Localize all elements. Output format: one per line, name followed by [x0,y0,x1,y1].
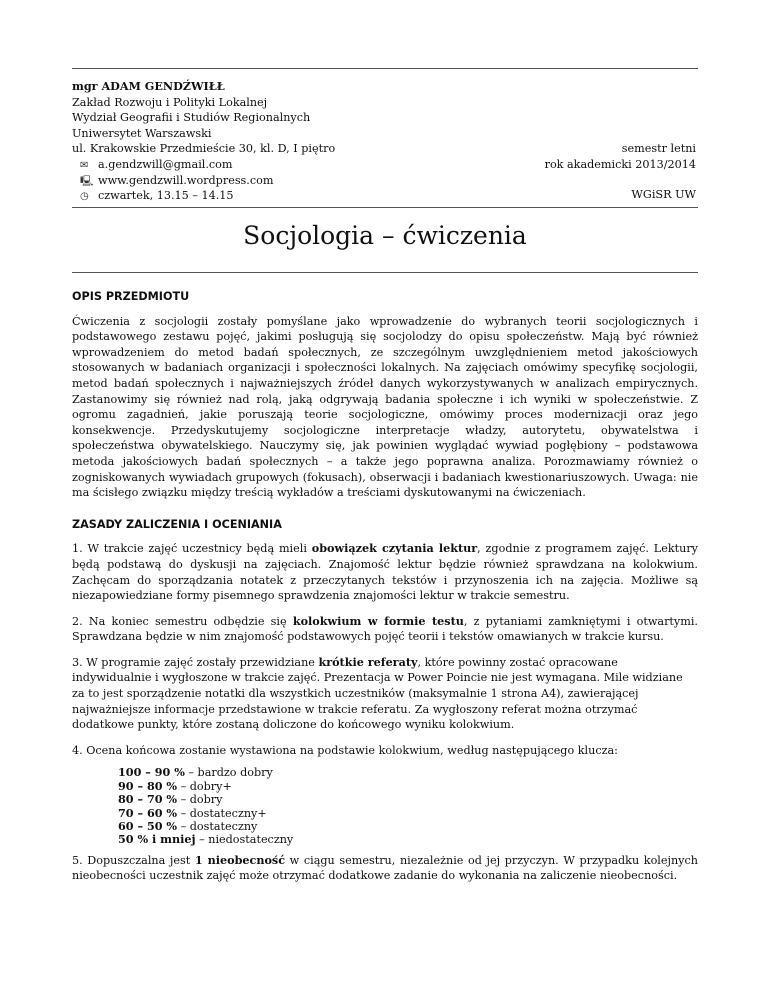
author-faculty: Wydział Geografii i Studiów Regionalnych [72,111,311,125]
rule-2-text-c: , z pytaniami zamkniętymi i otwartymi. Sprawdzana będzie w nim znajomość podstawowych pojęć teorii i tekstów omawianych w trakcie kursu. [72,614,698,644]
rules-heading: ZASADY ZALICZENIA I OCENIANIA [72,517,282,531]
rule-2-text-a: 2. Na koniec semestru odbędzie się [72,614,293,628]
grade-range: 80 – 70 % [118,792,178,807]
grade-range: 60 – 50 % [118,819,178,833]
grade-label: – niedostateczny [195,833,294,847]
computer-icon: 🖳 [80,175,94,187]
rule-2-emphasis: kolokwium w formie testu [292,613,464,628]
grade-label: – dobry [177,793,223,807]
grade-label: – bardzo dobry [184,766,273,780]
header [72,79,698,207]
rule-2 [72,614,698,645]
rule-1-text-a: 1. W trakcie zajęć uczestnicy będą mieli [72,542,312,556]
author-block [72,79,432,204]
website-link[interactable]: www.gendzwill.wordpress.com [98,173,274,187]
header-top-rule [72,68,698,69]
rule-3-text-a: 3. W programie zajęć zostały przewidziane [72,655,319,669]
grade-range: 100 – 90 % [118,765,185,780]
rule-3-text-c: , które powinny zostać opracowane indywidualnie i wygłoszone w trakcie zajęć. Prezentacja w Power Poincie nie jest wymagana. Mile widziane za to jest sporządzenie notatki dla wszystkich uczestników (maksymalnie 1 strona A4), zawierającej najważniejsze informacje przedstawione w trakcie referatu. Za wygłoszony referat można otrzymać dodatkowe punkty, które zostaną doliczone do końcowego wyniku kolokwium. [72,655,683,732]
document-page [72,0,698,884]
grade-range: 70 – 60 % [118,805,178,820]
rule-1 [72,541,698,603]
email-link[interactable]: a.gendzwill@gmail.com [98,157,233,171]
author-department: Zakład Rozwoju i Polityki Lokalnej [72,95,268,109]
description-heading: OPIS PRZEDMIOTU [72,290,190,303]
rule-5-emphasis: 1 nieobecność [194,852,286,867]
author-name: mgr ADAM GENDŹWIŁŁ [72,79,225,93]
semester-block [545,141,696,172]
website-row [72,173,432,189]
academic-year: rok akademicki 2013/2014 [544,157,696,171]
clock-icon: ◷ [80,191,89,203]
rule-5 [72,853,698,884]
title-bottom-rule [72,272,698,273]
grade-row [118,766,698,779]
grade-label: – dostateczny [177,820,258,833]
grade-label: – dobry+ [177,779,232,793]
envelope-icon: ✉ [80,159,89,171]
grade-row [118,833,698,846]
page-title: Socjologia – ćwiczenia [243,221,527,250]
grading-scale [118,766,698,846]
grade-range: 50 % i mniej [118,832,196,847]
institute-abbrev: WGiSR UW [631,188,696,201]
hours-row [72,188,432,204]
office-hours: czwartek, 13.15 – 14.15 [98,189,234,203]
rule-5-text-a: 5. Dopuszczalna jest [72,853,195,867]
author-university: Uniwersytet Warszawski [72,126,212,140]
rule-3 [72,655,698,733]
description-text: Ćwiczenia z socjologii zostały pomyślane jako wprowadzenie do wybranych teorii socjologicznych i podstawowego zestawu pojęć, jakimi posługują się socjolodzy do opisu społeczeństw. Mają być również wprowadzeniem do metod badań społecznych, ze szczególnym uwzględnieniem metod jakościowych stosowanych w badaniach organizacji i społeczności lokalnych. Na zajęciach omówimy specyfikę socjologii, metod badań społecznych i najważniejszych źródeł danych wykorzystywanych w analizach empirycznych. Zastanowimy się również nad rolą, jaką odgrywają badania społeczne i ich wyniki w społeczeństwie. Z ogromu zagadnień, jakie poruszają teorie socjologiczne, omówimy proces modernizacji oraz jego konsekwencje. Przedyskutujemy socjologiczne interpretacje władzy, autorytetu, obywatelstwa i społeczeństwa obywatelskiego. Nauczymy się, jak powinien wyglądać wywiad pogłębiony – podstawowa metoda jakościowych badań społecznych – a także jego poprawna analiza. Porozmawiamy również o zogniskowanych wywiadach grupowych (fokusach), obserwacji i badaniach kwestionariuszowych. Uwaga: nie ma ścisłego związku między treścią wykładów a treściami dyskutowanymi na ćwiczeniach. [72,314,698,500]
rule-1-text-c: , zgodnie z programem zajęć. Lektury będą podstawą do dyskusji na zajęciach. Znajomość lektur będzie również sprawdzana na kolokwium. Zachęcam do sporządzania notatek z przeczytanych tekstów i przynoszenia ich na zajęcia. Możliwe są niezapowiedziane formy pisemnego sprawdzenia znajomości lektur w trakcie semestru. [72,542,698,603]
grade-row [118,793,698,806]
rule-1-emphasis: obowiązek czytania lektur [311,541,478,556]
rule-3-emphasis: krótkie referaty [318,654,418,669]
email-row [72,157,432,173]
rule-4: 4. Ocena końcowa zostanie wystawiona na podstawie kolokwium, według następującego klucza: [72,743,618,757]
grade-range: 90 – 80 % [118,778,178,793]
rule-5-text-c: w ciągu semestru, niezależnie od jej przyczyn. W przypadku kolejnych nieobecności uczestnik zajęć może otrzymać dodatkowe zadanie do wykonania na zaliczenie nieobecności. [72,853,698,883]
semester-term: semestr letni [621,142,696,155]
grade-row [118,807,698,820]
grade-row [118,780,698,793]
grade-label: – dostateczny+ [177,806,267,820]
author-address: ul. Krakowskie Przedmieście 30, kl. D, I piętro [72,142,336,156]
grade-row [118,820,698,833]
